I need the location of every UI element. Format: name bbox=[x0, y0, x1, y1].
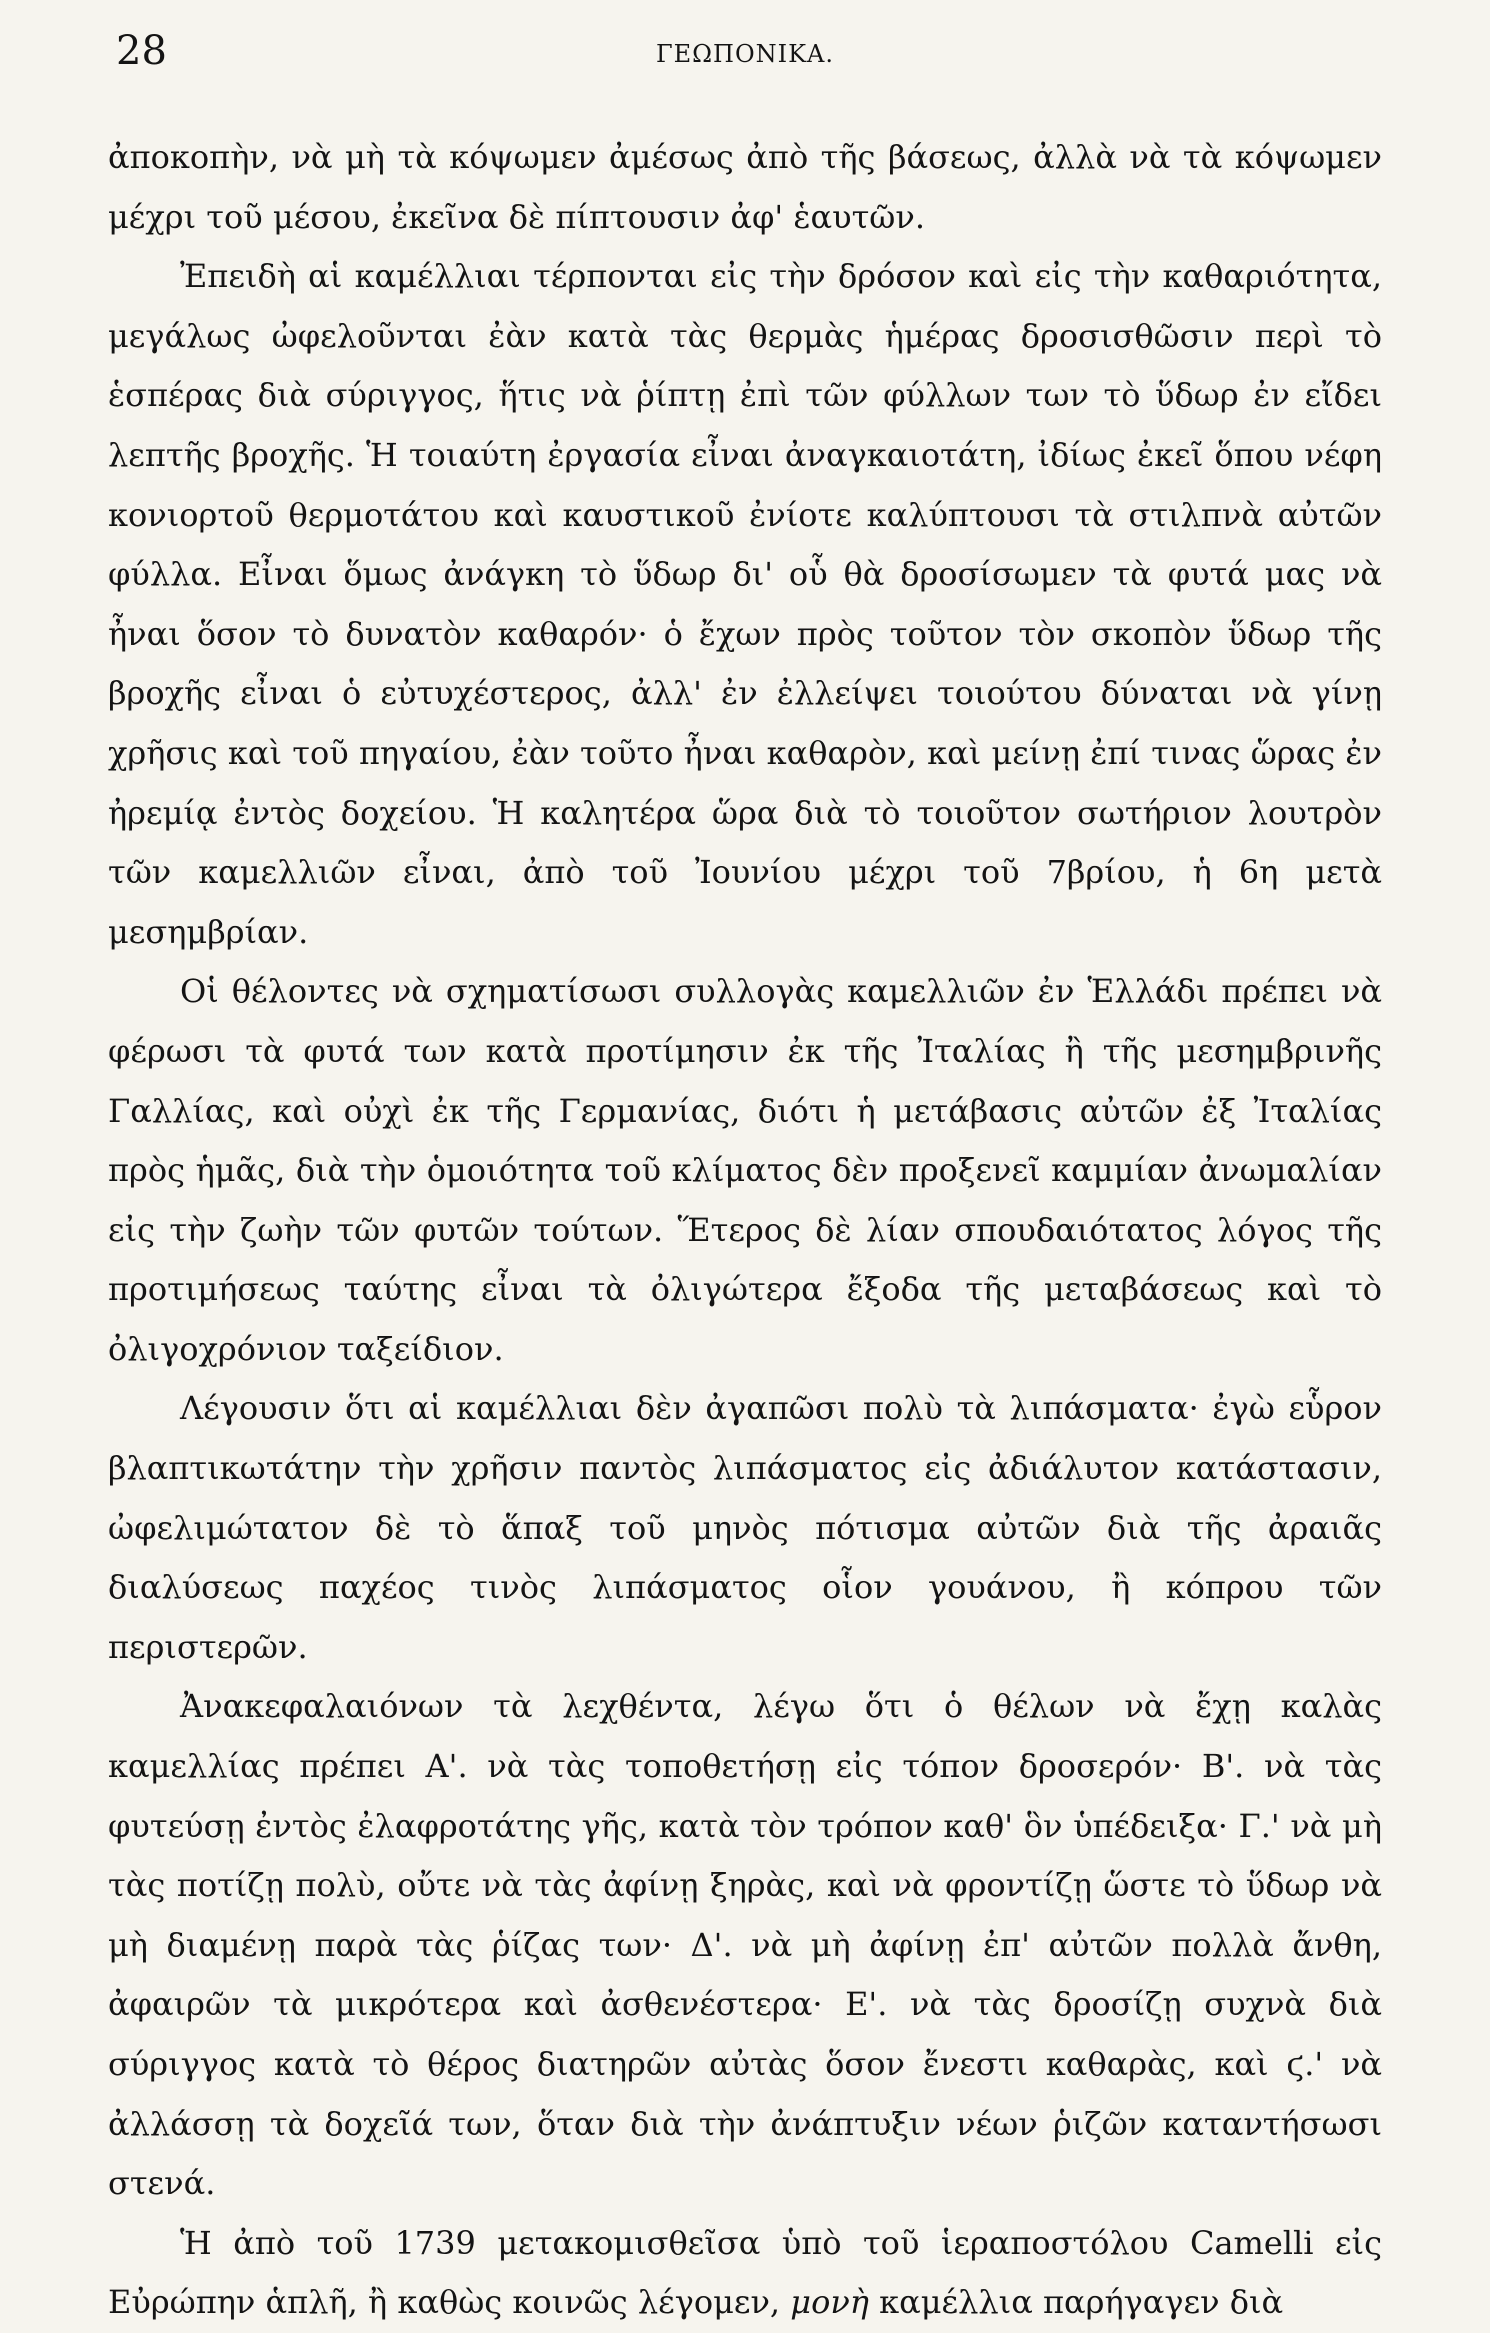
paragraph-fertilizers: Λέγουσιν ὅτι αἱ καμέλλιαι δὲν ἀγαπῶσι πολὺ τὰ λιπάσματα· ἐγὼ εὗρον βλαπτικωτάτην τὴν χρῆσιν παντὸς λιπάσματος εἰς ἀδιάλυτον κατάστασιν, ὠφελιμώτατον δὲ τὸ ἅπαξ τοῦ μηνὸς πότισμα αὐτῶν διὰ τῆς ἀραιᾶς διαλύσεως παχέος τινὸς λιπάσματος οἷον γουάνου, ἢ κόπρου τῶν περιστερῶν. bbox=[108, 1389, 1382, 1666]
running-head: ΓΕΩΠΟΝΙΚΑ. bbox=[655, 40, 835, 68]
history-text-end: καμέλλια παρήγαγεν διὰ bbox=[868, 2283, 1284, 2322]
history-text-start: Ἡ ἀπὸ τοῦ 1739 μετακομισθεῖσα ὑπὸ τοῦ ἱεραποστόλου Camelli εἰς Εὐρώπην ἁπλῆ, ἢ καθὼς κοινῶς λέγομεν, bbox=[108, 2223, 1382, 2322]
paragraph-continuation: ἀποκοπὴν, νὰ μὴ τὰ κόψωμεν ἀμέσως ἀπὸ τῆς βάσεως, ἀλλὰ νὰ τὰ κόψωμεν μέχρι τοῦ μέσου, ἐκεῖνα δὲ πίπτουσιν ἀφ' ἑαυτῶν. bbox=[108, 138, 1382, 236]
paragraph-history bbox=[108, 2214, 1382, 2333]
paragraph-collections: Οἱ θέλοντες νὰ σχηματίσωσι συλλογὰς καμελλιῶν ἐν Ἑλλάδι πρέπει νὰ φέρωσι τὰ φυτά των κατὰ προτίμησιν ἐκ τῆς Ἰταλίας ἢ τῆς μεσημβρινῆς Γαλλίας, καὶ οὐχὶ ἐκ τῆς Γερμανίας, διότι ἡ μετάβασις αὐτῶν ἐξ Ἰταλίας πρὸς ἡμᾶς, διὰ τὴν ὁμοιότητα τοῦ κλίματος δὲν προξενεῖ καμμίαν ἀνωμαλίαν εἰς τὴν ζωὴν τῶν φυτῶν τούτων. Ἕτερος δὲ λίαν σπουδαιότατος λόγος τῆς προτιμήσεως ταύτης εἶναι τὰ ὀλιγώτερα ἔξοδα τῆς μεταβάσεως καὶ τὸ ὀλιγοχρόνιον ταξείδιον. bbox=[108, 972, 1382, 1368]
paragraph-summary: Ἀνακεφαλαιόνων τὰ λεχθέντα, λέγω ὅτι ὁ θέλων νὰ ἔχῃ καλὰς καμελλίας πρέπει Α'. νὰ τὰς τοποθετήσῃ εἰς τόπον δροσερόν· Β'. νὰ τὰς φυτεύσῃ ἐντὸς ἐλαφροτάτης γῆς, κατὰ τὸν τρόπον καθ' ὃν ὑπέδειξα· Γ.' νὰ μὴ τὰς ποτίζῃ πολὺ, οὔτε νὰ τὰς ἀφίνῃ ξηρὰς, καὶ νὰ φροντίζῃ ὥστε τὸ ὕδωρ νὰ μὴ διαμένῃ παρὰ τὰς ῥίζας των· Δ'. νὰ μὴ ἀφίνῃ ἐπ' αὐτῶν πολλὰ ἄνθη, ἀφαιρῶν τὰ μικρότερα καὶ ἀσθενέστερα· Ε'. νὰ τὰς δροσίζῃ συχνὰ διὰ σύριγγος κατὰ τὸ θέρος διατηρῶν αὐτὰς ὅσον ἔνεστι καθαρὰς, καὶ ϛ.' νὰ ἀλλάσσῃ τὰ δοχεῖά των, ὅταν διὰ τὴν ἀνάπτυξιν νέων ῥιζῶν καταντήσωσι στενά. bbox=[108, 1687, 1382, 2203]
body-text bbox=[108, 128, 1382, 2333]
history-italic-word: μονὴ bbox=[790, 2283, 869, 2322]
paragraph-watering: Ἐπειδὴ αἱ καμέλλιαι τέρπονται εἰς τὴν δρόσον καὶ εἰς τὴν καθαριότητα, μεγάλως ὠφελοῦνται ἐὰν κατὰ τὰς θερμὰς ἡμέρας δροσισθῶσιν περὶ τὸ ἑσπέρας διὰ σύριγγος, ἥτις νὰ ῥίπτῃ ἐπὶ τῶν φύλλων των τὸ ὕδωρ ἐν εἴδει λεπτῆς βροχῆς. Ἡ τοιαύτη ἐργασία εἶναι ἀναγκαιοτάτη, ἰδίως ἐκεῖ ὅπου νέφη κονιορτοῦ θερμοτάτου καὶ καυστικοῦ ἐνίοτε καλύπτουσι τὰ στιλπνὰ αὐτῶν φύλλα. Εἶναι ὅμως ἀνάγκη τὸ ὕδωρ δι' οὗ θὰ δροσίσωμεν τὰ φυτά μας νὰ ἦναι ὅσον τὸ δυνατὸν καθαρόν· ὁ ἔχων πρὸς τοῦτον τὸν σκοπὸν ὕδωρ τῆς βροχῆς εἶναι ὁ εὐτυχέστερος, ἀλλ' ἐν ἐλλείψει τοιούτου δύναται νὰ γίνῃ χρῆσις καὶ τοῦ πηγαίου, ἐὰν τοῦτο ἦναι καθαρὸν, καὶ μείνῃ ἐπί τινας ὥρας ἐν ἠρεμίᾳ ἐντὸς δοχείου. Ἡ καλητέρα ὥρα διὰ τὸ τοιοῦτον σωτήριον λουτρὸν τῶν καμελλιῶν εἶναι, ἀπὸ τοῦ Ἰουνίου μέχρι τοῦ 7βρίου, ἡ 6η μετὰ μεσημβρίαν. bbox=[108, 257, 1382, 951]
page-number: 28 bbox=[116, 28, 167, 74]
page-header bbox=[108, 28, 1382, 74]
